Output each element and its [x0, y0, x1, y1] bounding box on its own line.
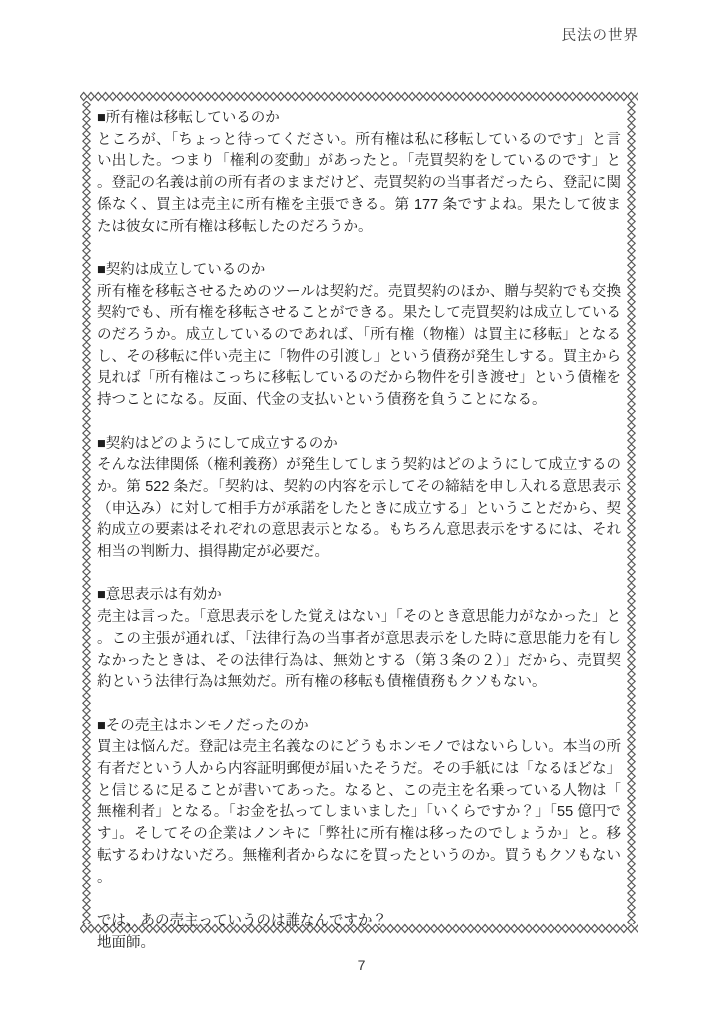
section-heading: ■その売主はホンモノだったのか — [97, 717, 309, 734]
section-heading: ■契約はどのようにして成立するのか — [97, 435, 338, 452]
box-text-area — [93, 103, 625, 951]
section-body: 売主は言った。「意思表示をした覚えはない」「そのとき意思能力がなかった」と。この主張が通れば、「法律行為の当事者が意思表示をした時に意思能力を有しなかったときは、その法律行為は、無効とする（第３条の２）」だから、売買契約という法律行為は無効だ。所有権の移転も債権債務もクソもない。 — [97, 609, 621, 691]
section-ownership-transfer — [97, 108, 621, 238]
page-number: 7 — [357, 957, 366, 973]
diamond-border-left-icon — [80, 101, 93, 924]
diamond-border-right-icon — [625, 101, 638, 924]
bordered-text-box — [80, 90, 638, 951]
diamond-border-top-icon — [80, 90, 638, 103]
section-intent-valid — [97, 585, 621, 694]
section-contract-formed — [97, 260, 621, 412]
closing-answer: 地面師。 — [97, 934, 155, 951]
section-heading: ■所有権は移転しているのか — [97, 110, 280, 126]
section-body: 買主は悩んだ。登記は売主名義なのにどうもホンモノではないらしい。本当の所有者だという人から内容証明郵便が届いたそうだ。その手紙には「なるほどな」と信じるに足ることが書いてあった。なると、この売主を名乗っている人物は「無権利者」となる。「お金を払ってしまいました」「いくらですか？」「55 億円です」。そしてその企業はノンキに「弊社に所有権は移ったのでしょうか」と。移転するわけないだろ。無権利者からなにを買ったというのか。買うもクソもない。 — [97, 739, 621, 886]
section-seller-genuine — [97, 716, 621, 890]
closing-question: では、あの売主っていうのは誰なんですか？ — [97, 912, 387, 929]
section-heading: ■契約は成立しているのか — [97, 261, 266, 278]
section-how-contract-forms — [97, 434, 621, 564]
section-body: 所有権を移転させるためのツールは契約だ。売買契約のほか、贈与契約でも交換契約でも、所有権を移転させることができる。果たして売買契約は成立しているのだろうか。成立しているのであれば、「所有権（物権）は買主に移転」となるし、その移転に伴い売主に「物件の引渡し」という債務が発生しする。買主から見れば「所有権はこっちに移転しているのだから物件を引き渡せ」という債権を持つことになる。反面、代金の支払いという債務を負うことになる。 — [97, 283, 621, 409]
closing-block — [97, 911, 621, 954]
section-body: そんな法律関係（権利義務）が発生してしまう契約はどのようにして成立するのか。第 522 条だ。「契約は、契約の内容を示してその締結を申し入れる意思表示（申込み）に対して相手方が承諾をしたときに成立する」ということだから、契約成立の要素はそれぞれの意思表示となる。もちろん意思表示をするには、それ相当の判断力、損得勘定が必要だ。 — [97, 457, 621, 561]
section-body: ところが、「ちょっと待ってください。所有権は私に移転しているのです」と言い出した。つまり「権利の変動」があったと。「売買契約をしているのです」と。登記の名義は前の所有者のままだけど、売買契約の当事者だったら、登記に関係なく、買主は売主に所有権を主張できる。第 177 条ですよね。果たして彼または彼女に所有権は移転したのだろうか。 — [97, 131, 621, 235]
page-header-title: 民法の世界 — [561, 28, 639, 44]
section-heading: ■意思表示は有効か — [97, 587, 222, 604]
